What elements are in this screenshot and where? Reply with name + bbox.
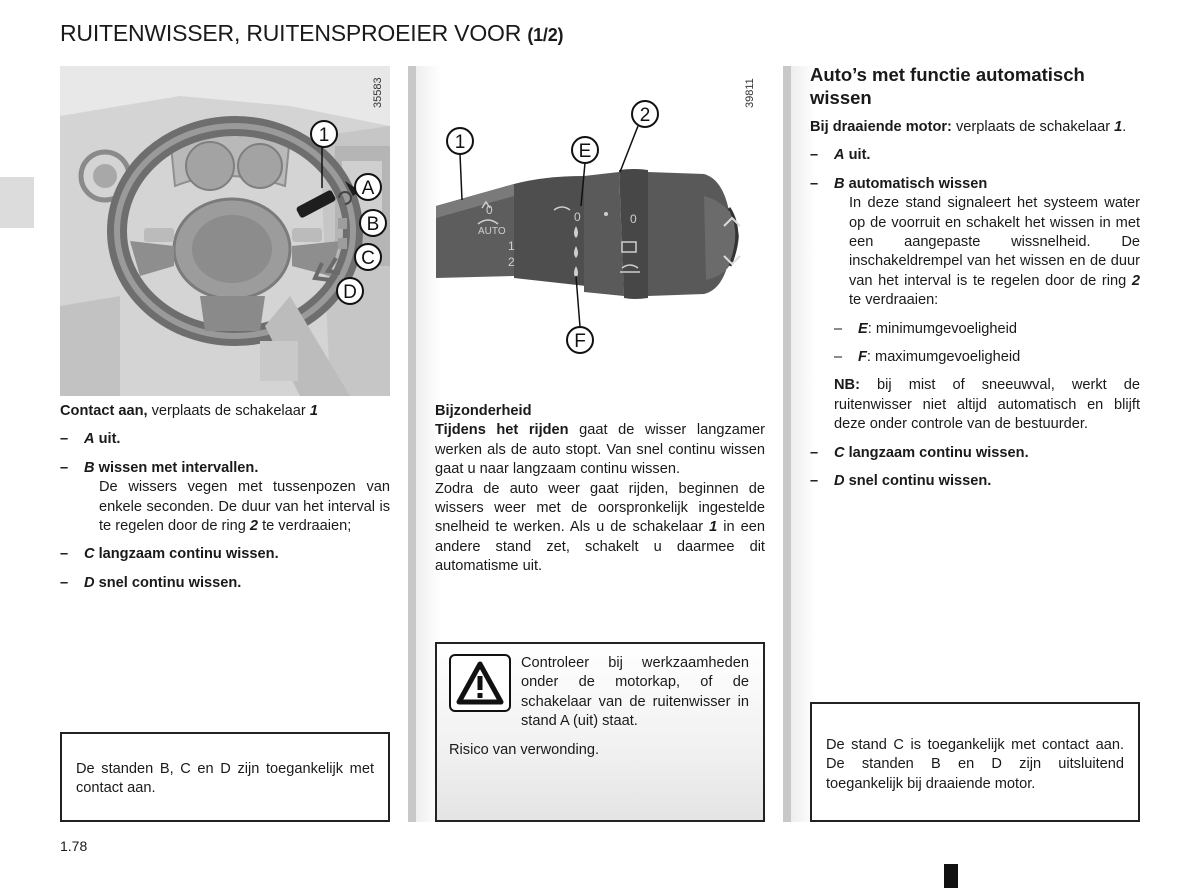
svg-text:B: B [366,214,380,235]
page-title: RUITENWISSER, RUITENSPROEIER VOOR (1/2) [60,20,564,46]
callout-c [355,244,381,270]
col3-subitem-e: – E: minimumgevoeligheid [834,320,1017,337]
svg-text:1: 1 [318,125,330,146]
col3-item-c: – C langzaam continu wissen. [810,444,1029,461]
svg-text:AUTO: AUTO [478,226,506,237]
callout-a [355,174,381,200]
warning-triangle-icon [449,654,511,712]
column-divider-1 [408,66,416,822]
svg-text:C: C [361,248,375,269]
col3-note-box: De stand C is toegankelijk met contact aan. De standen B en D zijn uitsluitend toegankelijk bij draaiende motor. [810,702,1140,822]
col2-paragraph-1: Tijdens het rijden gaat de wisser langzamer werken als de auto stopt. Van snel continu wissen gaat u naar langzaam continu wissen. [435,422,765,478]
col1-item-a: – A uit. [60,431,121,448]
svg-text:D: D [343,282,357,303]
callout-2-middle [620,101,658,172]
callout-d [337,278,363,304]
col3-item-b: – B automatisch wissen In deze stand signaleert het systeem water op de voorruit en schakelt het wissen in met een aangepaste wissnelheid. De inschakeldrempel van het wissen en de duur van het interval is te regelen door de ring 2 te verdraaien: [810,175,1140,309]
col2-paragraph-2: Zodra de auto weer gaat rijden, beginnen de wissers weer met de oorspronkelijk ingestelde snelheid te werken. Als u de schakelaar 1 in een andere stand zet, schakelt u daarmee dit automatisme uit. [435,480,765,575]
col3-nb: NB: bij mist of sneeuwval, werkt de ruitenwisser niet altijd automatisch en blijft deze onder controle van de bestuurder. [834,377,1140,433]
col2-heading: Bijzonderheid [435,403,532,419]
svg-text:E: E [578,141,592,162]
svg-text:0: 0 [630,212,637,226]
col1-item-d: – D snel continu wissen. [60,574,242,591]
column-divider-2 [783,66,791,822]
svg-text:0: 0 [486,203,493,217]
page-part: (1/2) [527,25,564,45]
col1-note-box: De standen B, C en D zijn toegankelijk met contact aan. [60,732,390,822]
column-3-text [810,118,1140,501]
col3-subitem-f: – F: maximumgevoeligheid [834,349,1021,366]
col1-item-c: – C langzaam continu wissen. [60,546,279,563]
svg-text:0: 0 [574,210,581,224]
svg-text:1: 1 [508,239,515,253]
warning-risk-text: Risico van verwonding. [449,741,600,758]
svg-text:2: 2 [508,255,515,269]
svg-text:2: 2 [639,105,651,126]
page-corner-mark [944,864,958,888]
col2-warning-box: Controleer bij werkzaamheden onder de motorkap, of de schakelaar van de ruitenwisser in stand A (uit) staat. Risico van verwonding. [435,642,765,822]
col3-heading: Auto’s met functie automatisch wissen [810,64,1085,108]
col1-item-b: – B wissen met intervallen. De wissers vegen met tussenpozen van enkele seconden. De duur van het interval is te regelen door de ring 2 te verdraaien; [60,459,390,535]
steering-wheel-figure [60,66,390,396]
chapter-tab [0,177,34,228]
svg-text:A: A [361,178,375,199]
col3-intro: Bij draaiende motor: verplaats de schakelaar 1. [810,119,1127,135]
callout-1-middle [447,128,473,200]
col1-intro: Contact aan, verplaats de schakelaar 1 [60,403,318,419]
col3-item-d: – D snel continu wissen. [810,473,992,490]
column-1-text [60,402,390,602]
figure-middle-code: 39811 [744,78,756,108]
svg-text:1: 1 [454,132,466,153]
col3-item-a: – A uit. [810,147,871,164]
wiper-stalk-figure [434,96,764,358]
svg-text:F: F [574,331,586,352]
callout-b [360,210,386,236]
column-2-text [435,402,765,577]
figure-left-code: 35583 [372,77,384,108]
page-number: 1.78 [60,838,88,854]
